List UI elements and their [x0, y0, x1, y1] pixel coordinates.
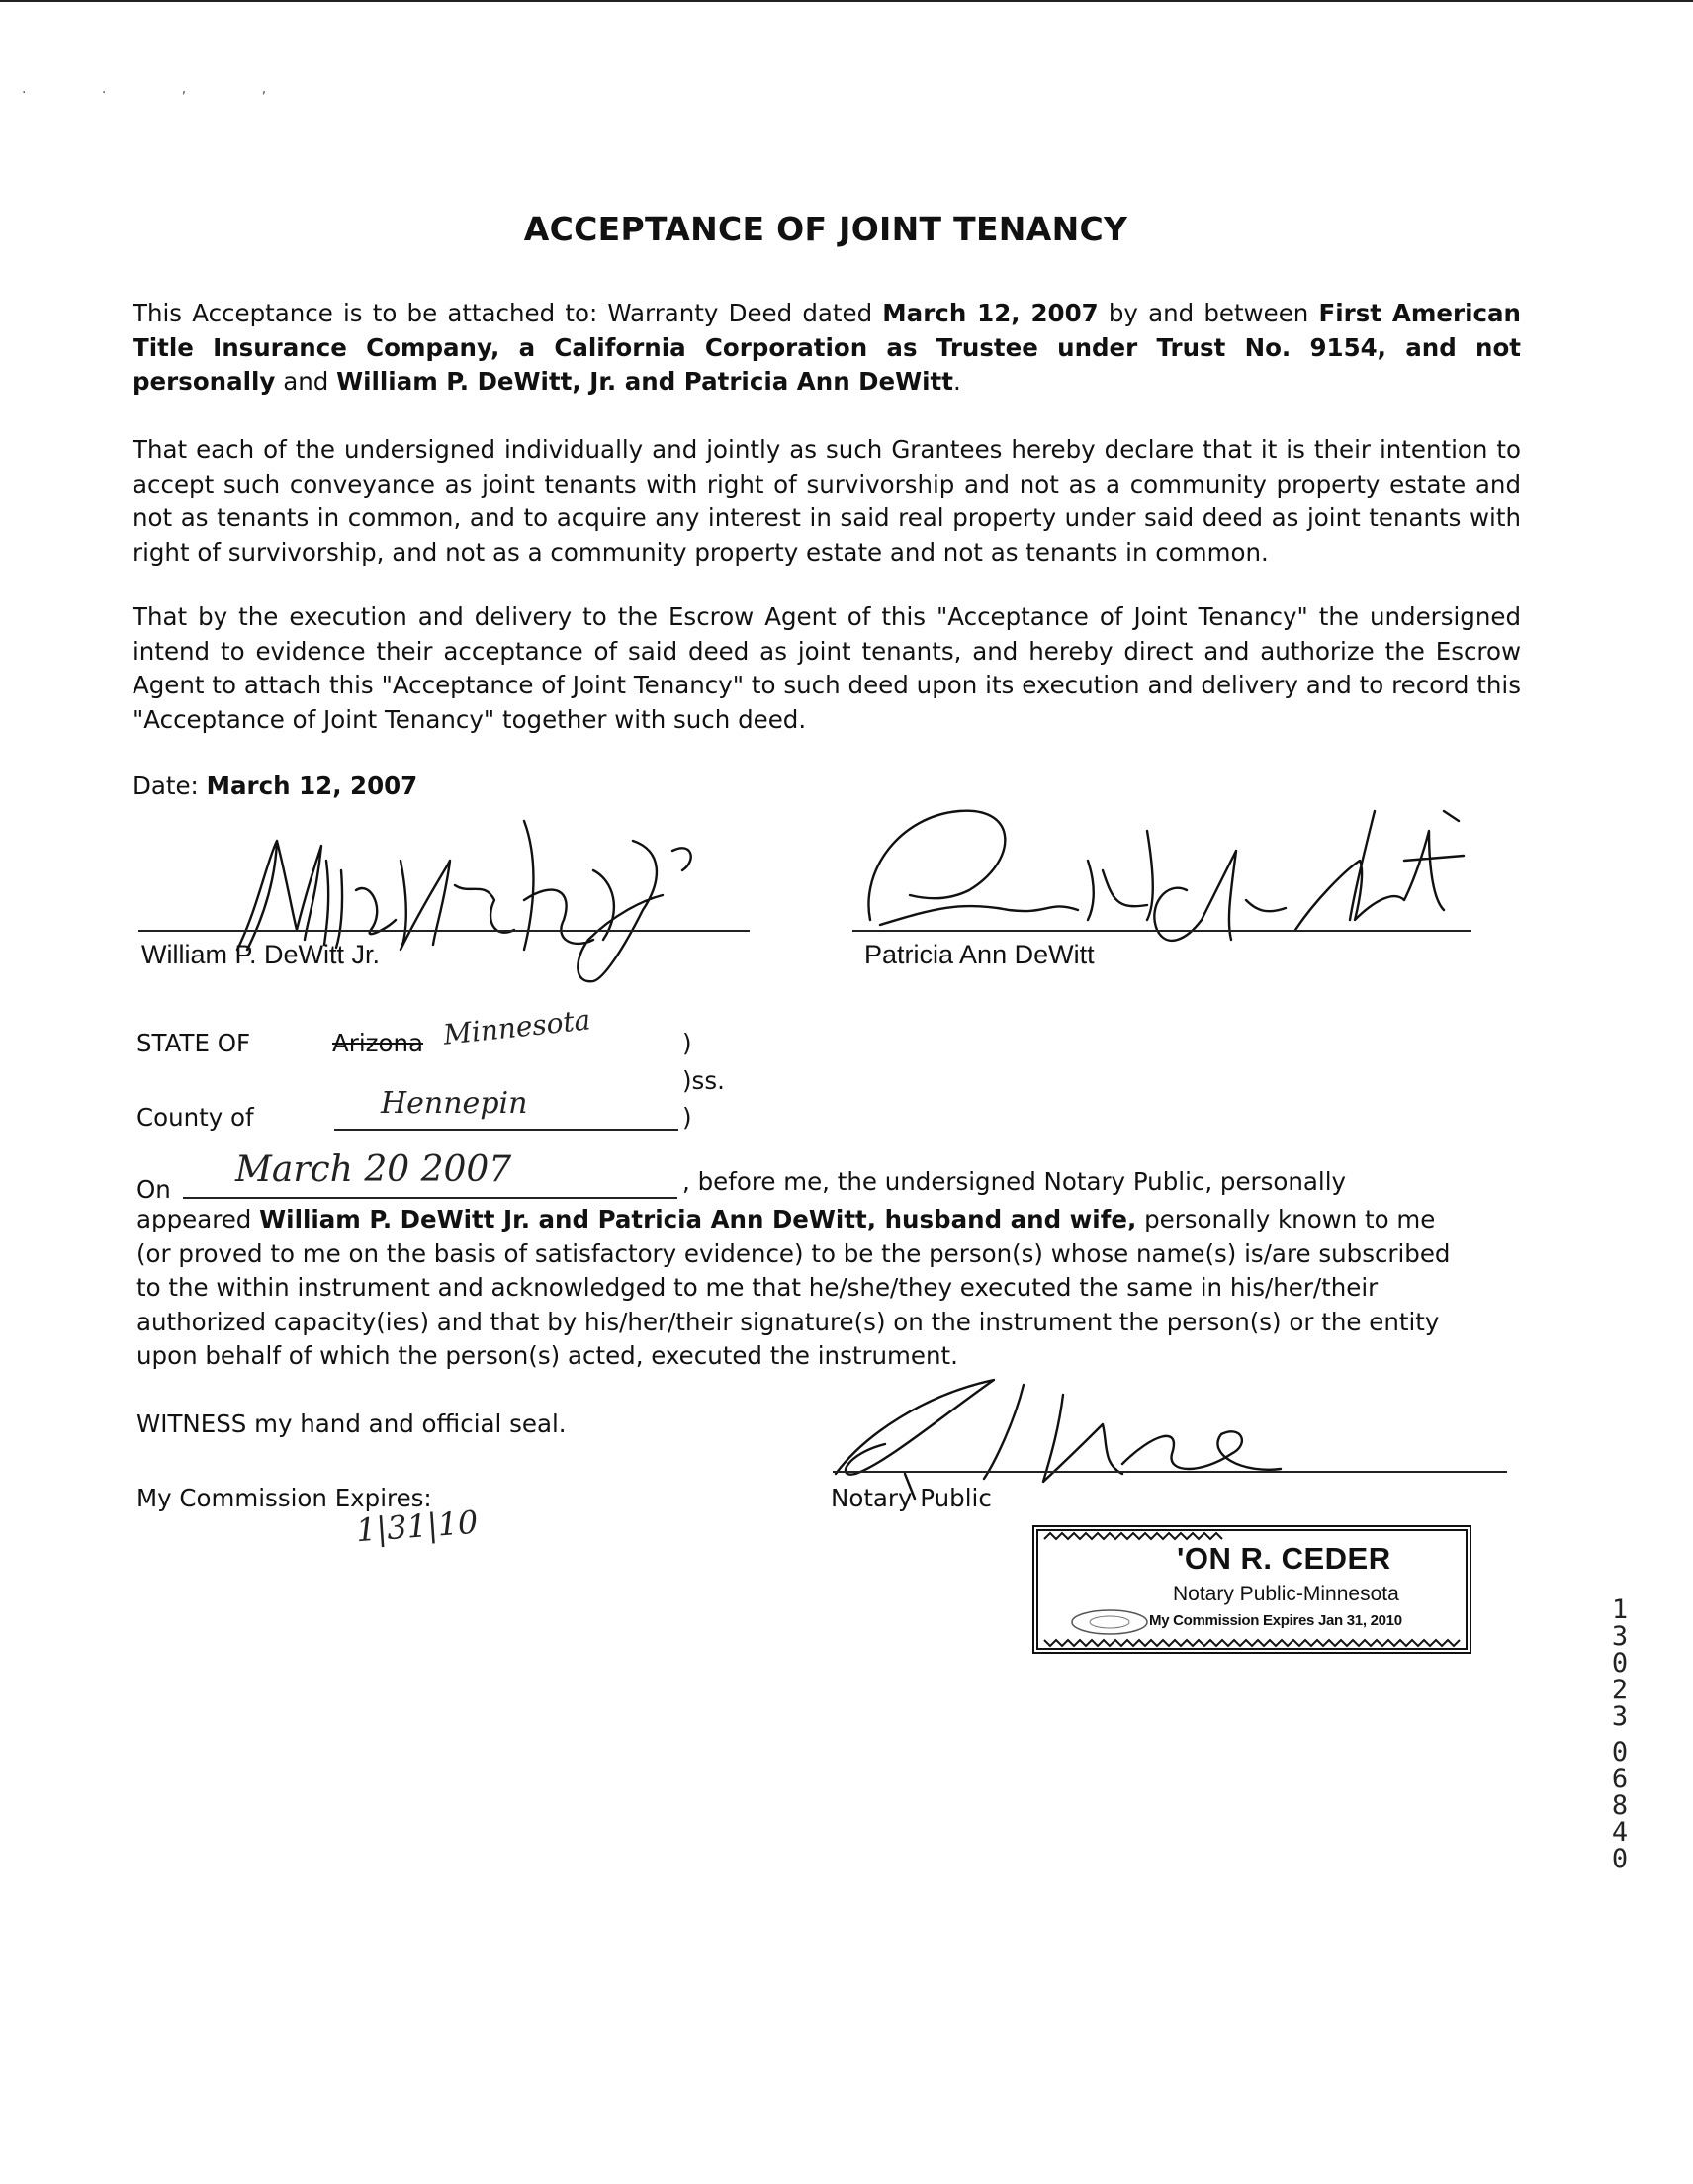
- top-border-line: [0, 0, 1693, 2]
- stamp-commission-expiry: My Commission Expires Jan 31, 2010: [1149, 1612, 1402, 1629]
- appeared-parties: William P. DeWitt Jr. and Patricia Ann DeWitt, husband and wife,: [259, 1205, 1137, 1233]
- patricia-name-label: Patricia Ann DeWitt: [864, 940, 1095, 969]
- stamp-notary-title: Notary Public-Minnesota: [1173, 1583, 1399, 1605]
- date-line: [133, 772, 417, 800]
- state-paren: ): [682, 1029, 692, 1057]
- acknowledgement-paragraph: [136, 1203, 1462, 1374]
- appeared-text: appeared: [136, 1205, 260, 1233]
- margin-record-number-2: [1600, 1739, 1640, 1872]
- escrow-paragraph: That by the execution and delivery to the Escrow Agent of this "Acceptance of Joint Tenancy" the undersigned intend to evidence their acceptance of said deed as joint tenants, and hereby direct and authorize the Escrow Agent to attach this "Acceptance of Joint Tenancy" to such deed upon its execution and delivery and to record this "Acceptance of Joint Tenancy" together with such deed.: [133, 602, 1521, 734]
- acknowledgement-date-handwritten: March 20 2007: [235, 1149, 512, 1190]
- margin-record-number-1: [1600, 1596, 1640, 1730]
- notary-stamp: [1032, 1525, 1471, 1654]
- william-signature-line: [138, 930, 750, 932]
- county-of-label: County of: [136, 1103, 254, 1132]
- p1-grantees: William P. DeWitt, Jr. and Patricia Ann DeWitt: [336, 367, 953, 396]
- p1-text-1: This Acceptance is to be attached to: Warranty Deed dated: [133, 299, 883, 327]
- p1-text-2: by and between: [1098, 299, 1319, 327]
- acknowledgement-body: personally known to me (or proved to me on the basis of satisfactory evidence) to be the person(s) whose name(s) is/are subscribed to the within instrument and acknowledged to me that he/she/they executed the same in his/her/their authorized capacity(ies) and that by his/her/their signature(s) on the instrument the person(s) or the entity upon behalf of which the person(s) acted, executed the instrument.: [136, 1205, 1451, 1370]
- commission-expires-label: My Commission Expires:: [136, 1484, 432, 1512]
- state-handwritten: Minnesota: [441, 1003, 592, 1051]
- stamp-notary-name: 'ON R. CEDER: [1177, 1541, 1391, 1576]
- state-of-label: STATE OF: [136, 1029, 251, 1057]
- date-value: March 12, 2007: [206, 772, 418, 800]
- notary-public-label: Notary Public: [831, 1484, 992, 1512]
- date-label: Date:: [133, 772, 207, 800]
- before-me-text: , before me, the undersigned Notary Public, personally: [682, 1167, 1347, 1196]
- william-name-label: William P. DeWitt Jr.: [141, 940, 381, 969]
- state-typed-struck: Arizona: [332, 1029, 424, 1057]
- county-handwritten: Hennepin: [381, 1086, 528, 1121]
- p1-grantor: First American Title Insurance Company, a California Corporation as Trustee under Trust No. 9154, and not personally: [133, 299, 1521, 396]
- attachment-paragraph: [133, 297, 1521, 400]
- document-title: ACCEPTANCE OF JOINT TENANCY: [523, 210, 1128, 248]
- patricia-signature-line: [852, 930, 1471, 932]
- acknowledgement-date-line: [183, 1197, 677, 1199]
- ss-label: )ss.: [682, 1066, 725, 1095]
- county-paren: ): [682, 1103, 692, 1132]
- p1-deed-date: March 12, 2007: [882, 299, 1099, 327]
- notary-signature-line: [833, 1471, 1507, 1473]
- intention-paragraph: That each of the undersigned individually and jointly as such Grantees hereby declare that it is their intention to accept such conveyance as joint tenants with right of survivorship and not as a community property estate and not as tenants in common, and to acquire any interest in said real property under said deed as joint tenants with right of survivorship, and not as a community property estate and not as tenants in common.: [133, 435, 1521, 567]
- witness-text: WITNESS my hand and official seal.: [136, 1410, 567, 1438]
- scan-specks: . . , ,: [22, 81, 303, 97]
- county-line: [334, 1129, 678, 1131]
- margin-record-number-1-text: 13023: [1611, 1594, 1629, 1732]
- margin-record-number-2-text: 06840: [1611, 1737, 1629, 1874]
- p1-text-3: and: [275, 367, 337, 396]
- commission-expires-handwritten: 1|31|10: [354, 1502, 480, 1550]
- notary-signature-image: [826, 1365, 1320, 1503]
- on-label: On: [136, 1175, 171, 1204]
- p1-text-4: .: [952, 367, 961, 396]
